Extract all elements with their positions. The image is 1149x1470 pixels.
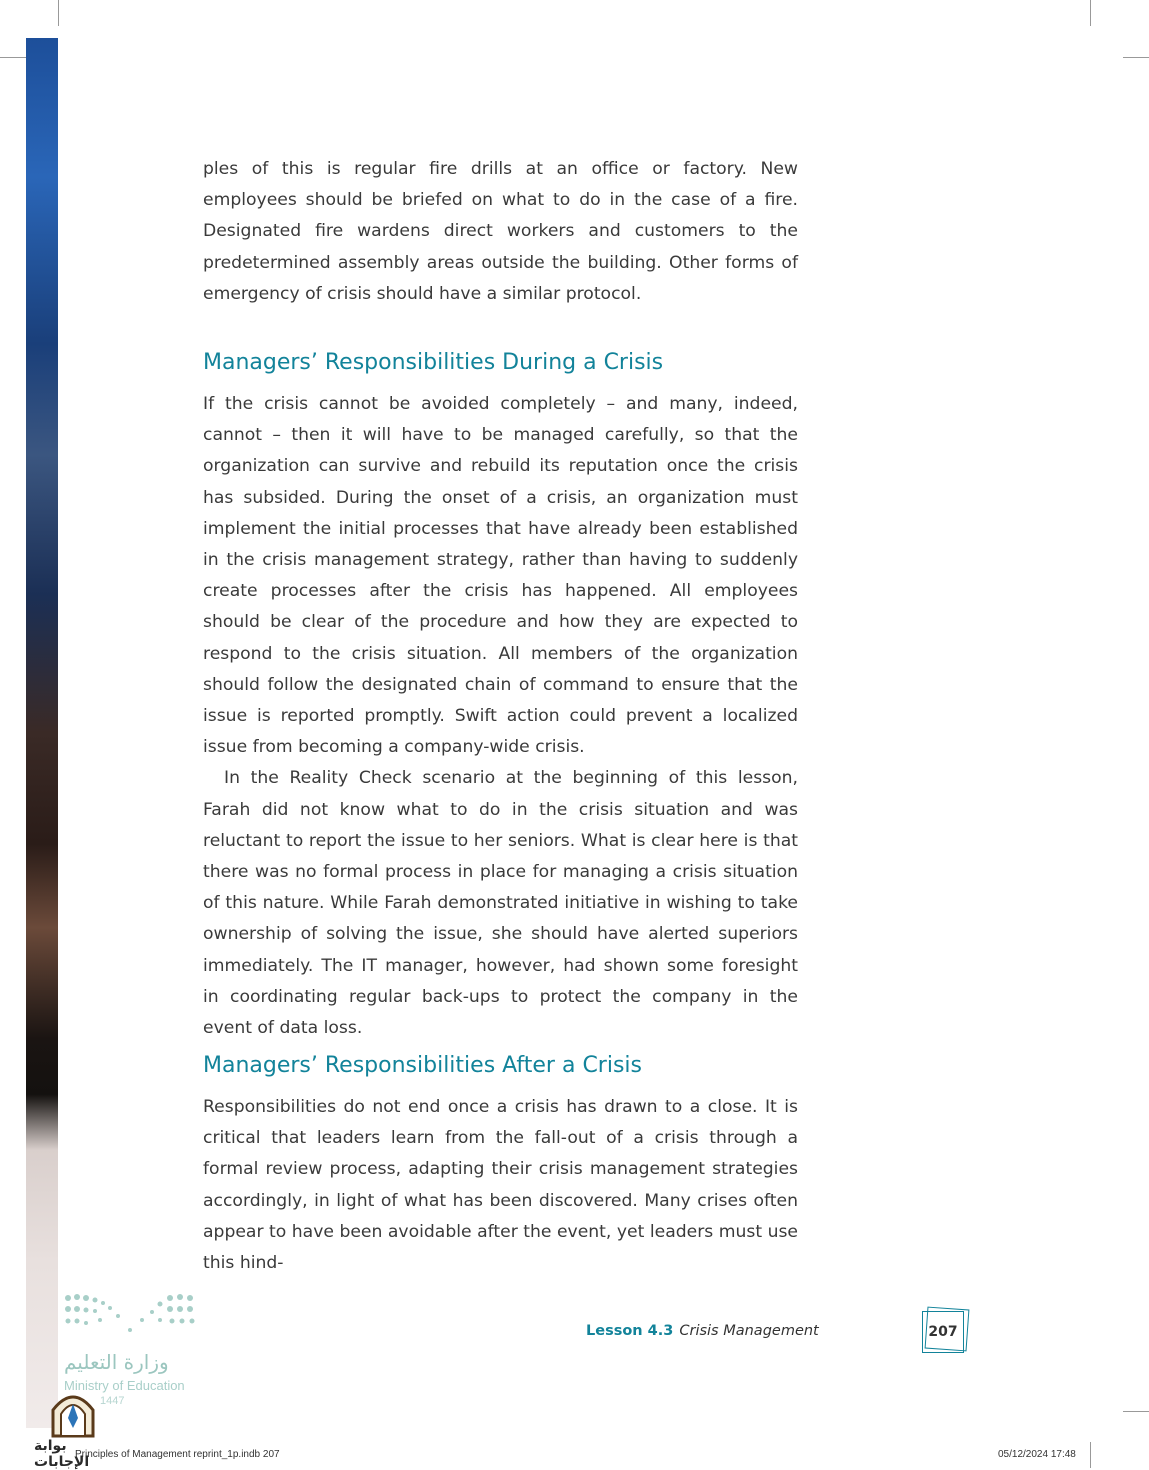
lesson-name: Crisis Management [679, 1323, 819, 1339]
slug-date: 05/12/2024 17:48 [998, 1449, 1076, 1460]
paragraph-top: ples of this is regular fire drills at an office or factory. New employees should be briefed on what to do in the case of a fire. Designated fire wardens direct workers and customers to the predetermined assembly areas outside the building. Other forms of emergency of crisis should have a similar protocol. [203, 159, 798, 304]
text-block-after [203, 1092, 798, 1279]
lesson-number: Lesson 4.3 [586, 1323, 674, 1339]
paragraph-after-1: Responsibilities do not end once a crisis has drawn to a close. It is critical that leaders learn from the fall-out of a crisis through a formal review process, adapting their crisis management strategies accordingly, in light of what has been discovered. Many crises often appear to have been avoidable after the event, yet leaders must use this hind- [203, 1097, 798, 1274]
heading-during-crisis: Managers’ Responsibilities During a Crisis [203, 350, 664, 375]
portal-label: بوابة الإجابات [34, 1438, 90, 1470]
page-number: 207 [928, 1324, 958, 1340]
crop-mark [1090, 1442, 1091, 1468]
left-photo-strip [26, 38, 58, 1428]
footer-lesson [586, 1323, 819, 1339]
crop-mark [1090, 0, 1091, 26]
ministry-year: 1447 [100, 1395, 125, 1407]
paragraph-during-2: In the Reality Check scenario at the beginning of this lesson, Farah did not know what to do in the crisis situation and was reluctant to report the issue to her seniors. What is clear here is that there was no formal process in place for managing a crisis situation of this nature. While Farah demonstrated initiative in wishing to take ownership of solving the issue, she should have alerted superiors immediately. The IT manager, however, had shown some foresight in coordinating regular back-ups to protect the company in the event of data loss. [203, 768, 798, 1039]
gate-icon [48, 1388, 98, 1438]
page-number-box [922, 1311, 964, 1353]
text-block-during [203, 389, 798, 1044]
paragraph-during-1: If the crisis cannot be avoided completely – and many, indeed, cannot – then it will have to be managed carefully, so that the organization can survive and rebuild its reputation once the crisis has subsided. During the onset of a crisis, an organization must implement the initial processes that have already been established in the crisis management strategy, rather than having to suddenly create processes after the crisis has happened. All employees should be clear of the procedure and how they are expected to respond to the crisis situation. All members of the organization should follow the designated chain of command to ensure that the issue is reported promptly. Swift action could prevent a localized issue from becoming a company-wide crisis. [203, 394, 798, 758]
slug-file: Principles of Management reprint_1p.indb 207 [75, 1449, 280, 1460]
crop-mark [0, 57, 26, 58]
crop-mark [1123, 57, 1149, 58]
crop-mark [1123, 1411, 1149, 1412]
heading-after-crisis: Managers’ Responsibilities After a Crisis [203, 1053, 643, 1078]
ministry-arabic-name: وزارة التعليم [64, 1350, 169, 1374]
ministry-dots-icon [60, 1290, 200, 1340]
portal-logo [34, 1388, 114, 1470]
text-block-top [203, 154, 798, 310]
ministry-english-name: Ministry of Education [64, 1378, 185, 1393]
crop-mark [58, 0, 59, 26]
